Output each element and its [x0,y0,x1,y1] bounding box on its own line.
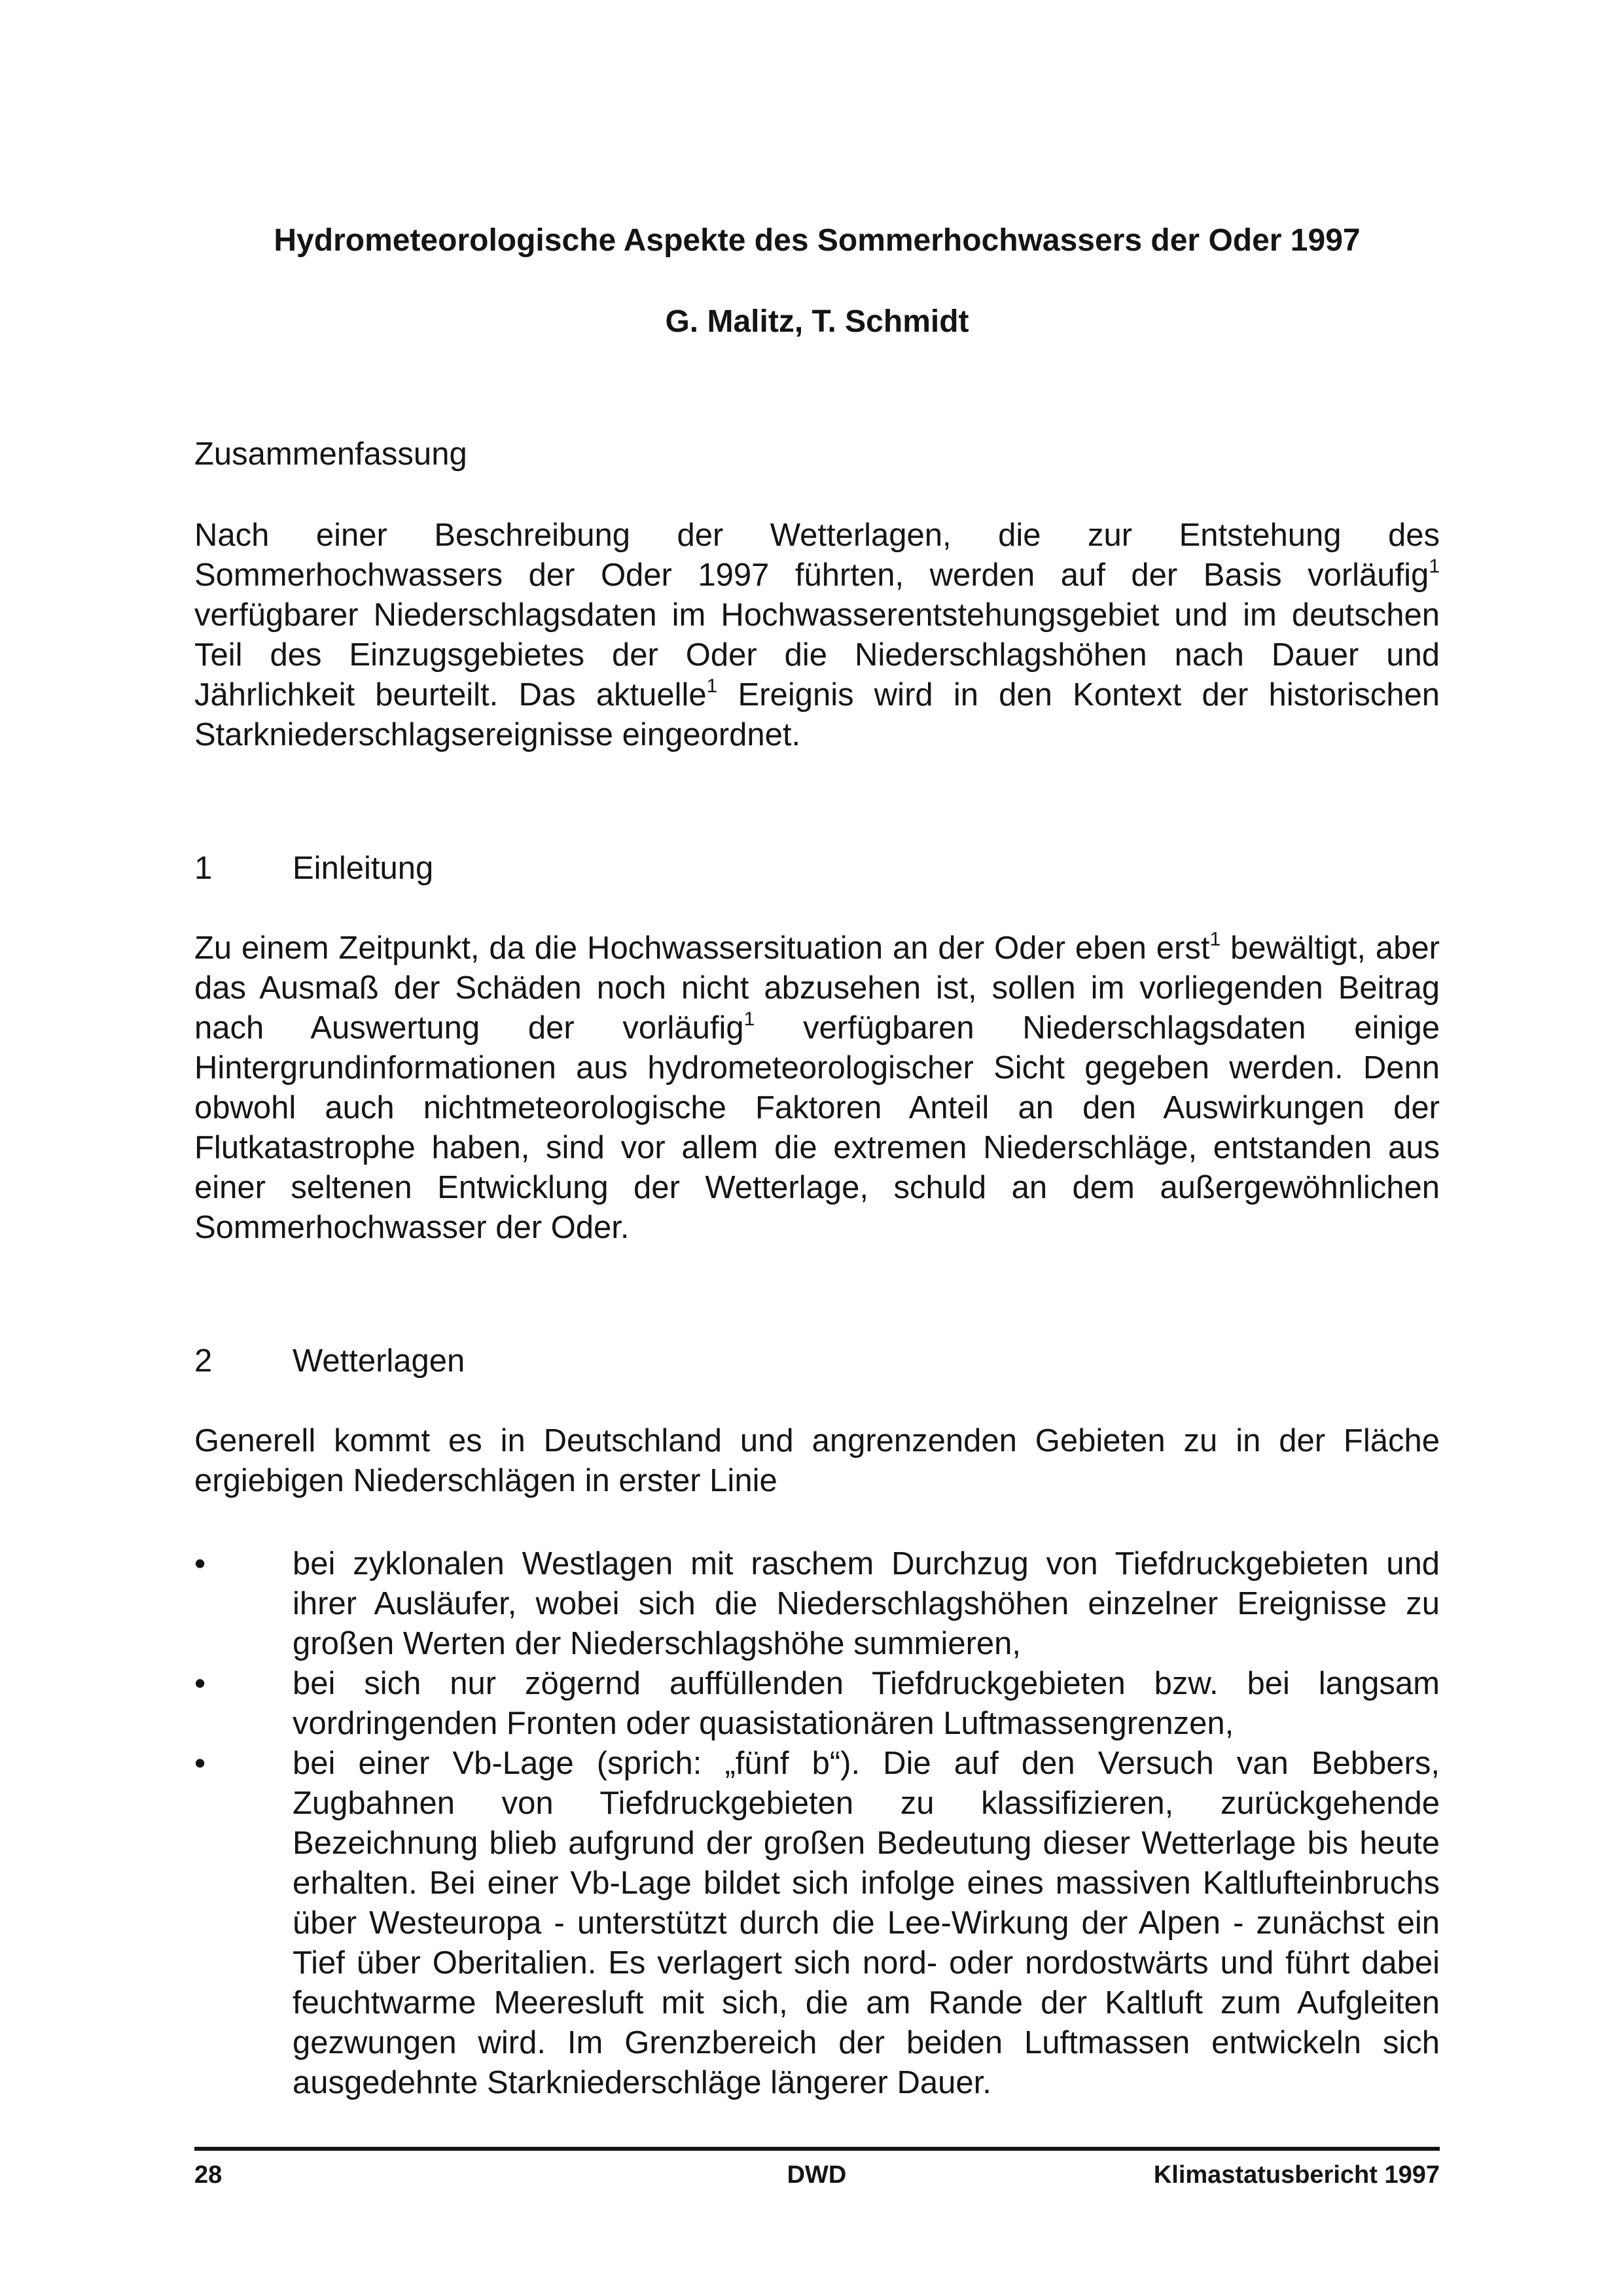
section-2-heading [194,1341,849,1381]
bullet-icon: • [194,1746,206,1781]
footnote-marker: 1 [1209,928,1221,950]
abstract-text-part: Ereignis wird in den Kontext der historischen Starkniederschlagsereignisse eingeordnet. [194,677,1440,752]
bullet-icon: • [194,1666,206,1701]
authors: G. Malitz, T. Schmidt [665,304,969,339]
list-item [194,1744,1440,2103]
list-item [194,1664,1440,1744]
footer-publisher: DWD [787,2161,847,2189]
section-title: Wetterlagen [293,1343,465,1379]
page-number: 28 [194,2161,223,2189]
abstract-text-part: Nach einer Beschreibung der Wetterlagen, die zur Entstehung des Sommerhochwassers der Oder 1997 führten, werden auf der Basis vorläufig [194,518,1440,593]
list-item-text: bei zyklonalen Westlagen mit raschem Durchzug von Tiefdruckgebieten und ihrer Ausläufer, wobei sich die Niederschlagshöhen einzelner Ereignisse zu großen Werten der Niederschlagshöhe summieren, [293,1546,1440,1661]
document-title: Hydrometeorologische Aspekte des Sommerhochwassers der Oder 1997 [274,223,1361,258]
section-text-part: Zu einem Zeitpunkt, da die Hochwassersituation an der Oder eben erst [194,930,1210,966]
abstract-text-part: verfügbarer Niederschlagsdaten im Hochwasserentstehungsgebiet und im deutschen Teil des Einzugsgebietes der Oder die Niederschlagshöhen nach Dauer und Jährlichkeit beurteilt. Das aktuelle [194,597,1440,713]
section-1-heading [194,849,849,889]
footnote-marker: 1 [743,1008,755,1030]
section-number: 2 [194,1343,213,1379]
footnote-marker: 1 [706,675,718,697]
section-number: 1 [194,851,213,886]
section-text-part: verfügbaren Niederschlagsdaten einige Hintergrundinformationen aus hydrometeorologischer Sicht gegeben werden. Denn obwohl auch nichtmeteorologische Faktoren Anteil an den Auswirkungen der Flutkatastrophe haben, sind vor allem die extremen Niederschläge, entstanden aus einer seltenen Entwicklung der Wetterlage, schuld an dem außergewöhnlichen Sommerhochwasser der Oder. [194,1010,1440,1245]
section-text-part: bewältigt, aber das Ausmaß der Schäden noch nicht abzusehen ist, sollen im vorliegenden Beitrag nach Auswertung der vorläufig [194,930,1440,1046]
abstract-heading: Zusammenfassung [194,436,467,472]
footer-divider [194,2147,1440,2151]
bullet-list [194,1544,1440,2103]
footnote-marker: 1 [1429,556,1440,577]
section-2-intro: Generell kommt es in Deutschland und angrenzenden Gebieten zu in der Fläche ergiebigen Niederschlägen in erster Linie [194,1423,1440,1498]
list-item [194,1544,1440,1664]
footer-publication: Klimastatusbericht 1997 [1153,2161,1440,2189]
list-item-text: bei einer Vb-Lage (sprich: „fünf b“). Die auf den Versuch van Bebbers, Zugbahnen von Tiefdruckgebieten zu klassifizieren, zurückgehende Bezeichnung blieb aufgrund der großen Bedeutung dieser Wetterlage bis heute erhalten. Bei einer Vb-Lage bildet sich infolge eines massiven Kaltlufteinbruchs über Westeuropa - unterstützt durch die Lee-Wirkung der Alpen - zunächst ein Tief über Oberitalien. Es verlagert sich nord- oder nordostwärts und führt dabei feuchtwarme Meeresluft mit sich, die am Rande der Kaltluft zum Aufgleiten gezwungen wird. Im Grenzbereich der beiden Luftmassen entwickeln sich ausgedehnte Starkniederschläge längerer Dauer. [293,1746,1440,2100]
section-1-paragraph [194,928,1440,1248]
abstract-paragraph [194,516,1440,755]
list-item-text: bei sich nur zögernd auffüllenden Tiefdruckgebieten bzw. bei langsam vordringenden Fronten oder quasistationären Luftmassengrenzen, [293,1666,1440,1741]
section-title: Einleitung [293,851,434,886]
bullet-icon: • [194,1546,206,1581]
